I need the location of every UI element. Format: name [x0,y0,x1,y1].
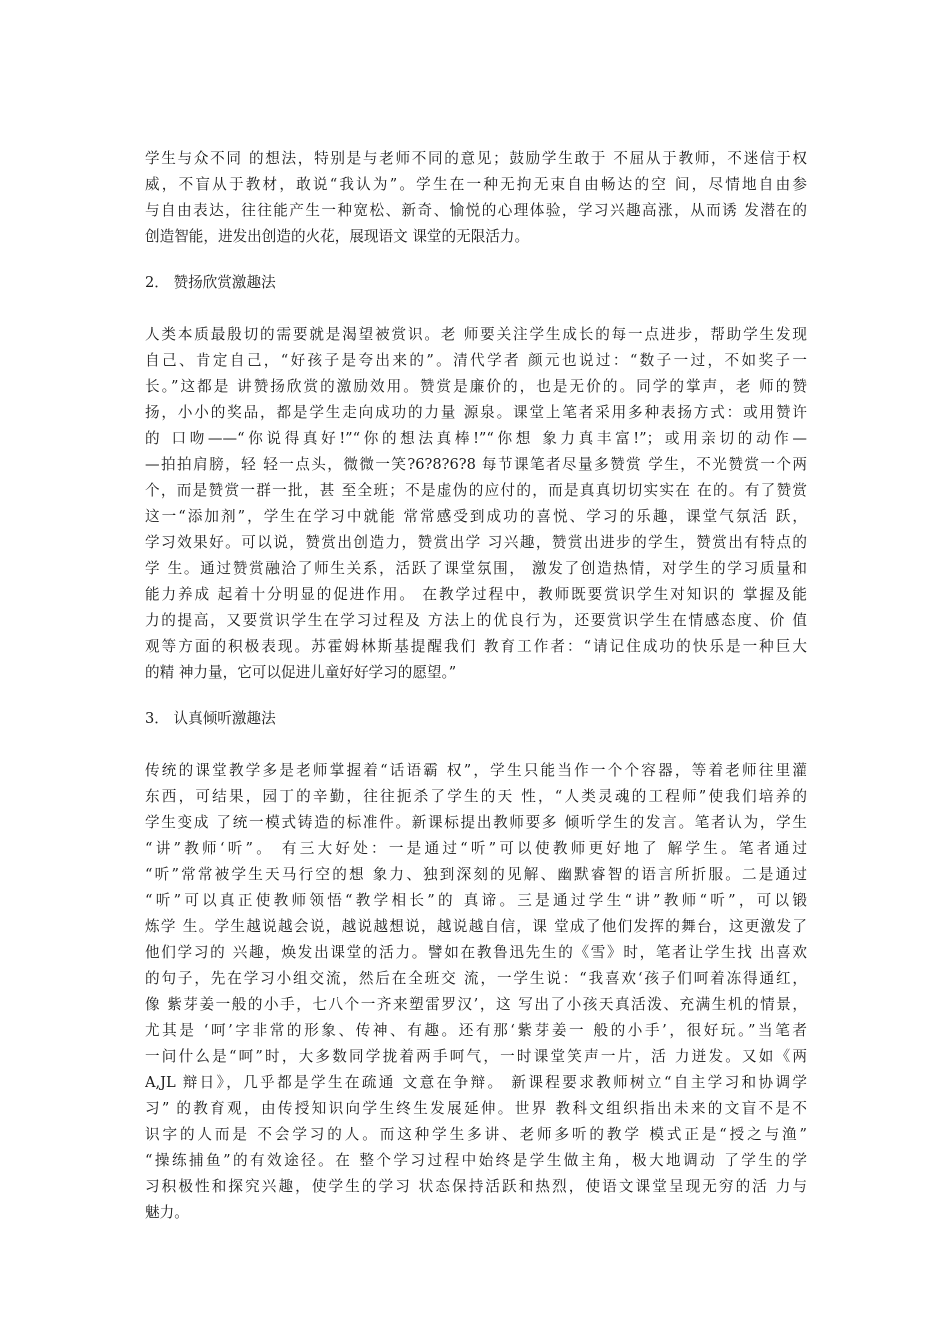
paragraph-line: 习积极性和探究兴趣，使学生的学习 状态保持活跃和热烈，使语文课堂呈现无穷的活 力与 [145,1178,807,1195]
paragraph-line: “听”可以真正使教师领悟“教学相长”的 真谛。三是通过学生“讲”教师“听”，可以锻 [145,892,807,909]
section-heading-2: 2． 赞扬欣赏激趣法 [145,274,276,291]
paragraph-line: 学生变成 了统一模式铸造的标准件。新课标提出教师要多 倾听学生的发言。笔者认为，学生 [145,814,807,831]
spacer [145,686,807,706]
paragraph-line: 观等方面的积极表现。苏霍姆林斯基提醒我们 教育工作者：“请记住成功的快乐是一种巨大 [145,638,807,655]
paragraph-line: 能力养成 起着十分明显的促进作用。 在教学过程中，教师既要赏识学生对知识的 掌握及能 [145,586,807,603]
paragraph-line: 像 紫芽姜一般的小手，七八个一齐来塑雷罗汉’，这 写出了小孩天真活泼、充满生机的情景， [145,996,807,1013]
section-heading-3: 3． 认真倾听激趣法 [145,710,276,727]
paragraph-line: 识字的人而是 不会学习的人。而这种学生多讲、老师多听的教学 模式正是“授之与渔” [145,1126,807,1143]
spacer [145,732,807,758]
paragraph-line: —拍拍肩膀，轻 轻一点头，微微一笑?6?8?6?8 每节课笔者尽量多赞赏 学生，不光赞赏一个两 [145,456,807,473]
paragraph-line: 威，不盲从于教材，敢说“我认为”。学生在一种无拘无束自由畅达的空 间，尽情地自由参 [145,176,807,193]
paragraph-line: 的精 神力量，它可以促进儿童好好学习的愿望。” [145,664,457,681]
paragraph-line: 炼学 生。学生越说越会说，越说越想说，越说越自信，课 堂成了他们发挥的舞台，这更激发了 [145,918,807,935]
paragraph-line: 习” 的教育观，由传授知识向学生终生发展延伸。世界 教科文组织指出未来的文盲不是不 [145,1100,807,1117]
paragraph-2 [145,322,807,686]
paragraph-line: 个，而是赞赏一群一批，甚 至全班；不是虚伪的应付的，而是真真切切实实在 在的。有了赞赏 [145,482,807,499]
paragraph-line: 学习效果好。可以说，赞赏出创造力，赞赏出学 习兴趣，赞赏出进步的学生，赞赏出有特点的 [145,534,807,551]
spacer [145,296,807,322]
paragraph-line: 人类本质最殷切的需要就是渴望被赏识。老 师要关注学生成长的每一点进步，帮助学生发现 [145,326,807,343]
paragraph-line: 扬，小小的奖品，都是学生走向成功的力量 源泉。课堂上笔者采用多种表扬方式：或用赞许 [145,404,807,421]
paragraph-line: 东西，可结果，园丁的辛勤，往往扼杀了学生的天 性，“人类灵魂的工程师”使我们培养的 [145,788,807,805]
paragraph-line: A,JL 辩日》，几乎都是学生在疏通 文意在争辩。 新课程要求教师树立“自主学习和协调学 [145,1074,807,1091]
paragraph-line: 他们学习的 兴趣，焕发出课堂的活力。譬如在教鲁迅先生的《雪》时，笔者让学生找 出喜欢 [145,944,807,961]
spacer [145,250,807,270]
paragraph-line: 与自由表达，往往能产生一种宽松、新奇、愉悦的心理体验，学习兴趣高涨，从而诱 发潜在的 [145,202,807,219]
paragraph-line: “操练捕鱼”的有效途径。在 整个学习过程中始终是学生做主角，极大地调动 了学生的学 [145,1152,807,1169]
paragraph-line: 学生与众不同 的想法，特别是与老师不同的意见；鼓励学生敢于 不屈从于教师，不迷信于权 [145,150,807,167]
paragraph-line: 长。”这都是 讲赞扬欣赏的激励效用。赞赏是廉价的，也是无价的。同学的掌声，老 师的赞 [145,378,807,395]
document-page [145,146,807,1226]
paragraph-line: “听”常常被学生天马行空的想 象力、独到深刻的见解、幽默睿智的语言所折服。二是通过 [145,866,807,883]
paragraph-line: 的 口吻——“你说得真好!”“你的想法真棒!”“你想 象力真丰富!”；或用亲切的动作— [145,430,807,447]
paragraph-line: “讲”教师‘听”。 有三大好处：一是通过“听”可以使教师更好地了 解学生。笔者通过 [145,840,807,857]
paragraph-line: 力的提高，又要赏识学生在学习过程及 方法上的优良行为，还要赏识学生在情感态度、价 值 [145,612,807,629]
paragraph-line: 学 生。通过赞赏融洽了师生关系，活跃了课堂氛围， 激发了创造热情，对学生的学习质量和 [145,560,807,577]
paragraph-line: 尤其是 ‘呵’字非常的形象、传神、有趣。还有那‘紫芽姜一 般的小手’，很好玩。”当笔者 [145,1022,807,1039]
paragraph-line: 传统的课堂教学多是老师掌握着“话语霸 权”，学生只能当作一个个容器，等着老师往里灌 [145,762,807,779]
paragraph-3 [145,758,807,1226]
paragraph-line: 魅力。 [145,1204,189,1221]
paragraph-line: 创造智能，进发出创造的火花，展现语文 课堂的无限活力。 [145,228,530,245]
paragraph-line: 自己、肯定自己，“好孩子是夸出来的”。清代学者 颜元也说过：“数子一过，不如奖子一 [145,352,807,369]
paragraph-1 [145,146,807,250]
paragraph-line: 一问什么是“呵”时，大多数同学拢着两手呵气，一时课堂笑声一片，活 力迸发。又如《两 [145,1048,807,1065]
paragraph-line: 的句子，先在学习小组交流，然后在全班交 流，一学生说：“我喜欢‘孩子们呵着冻得通红， [145,970,807,987]
paragraph-line: 这一“添加剂”，学生在学习中就能 常常感受到成功的喜悦、学习的乐趣，课堂气氛活 跃， [145,508,807,525]
